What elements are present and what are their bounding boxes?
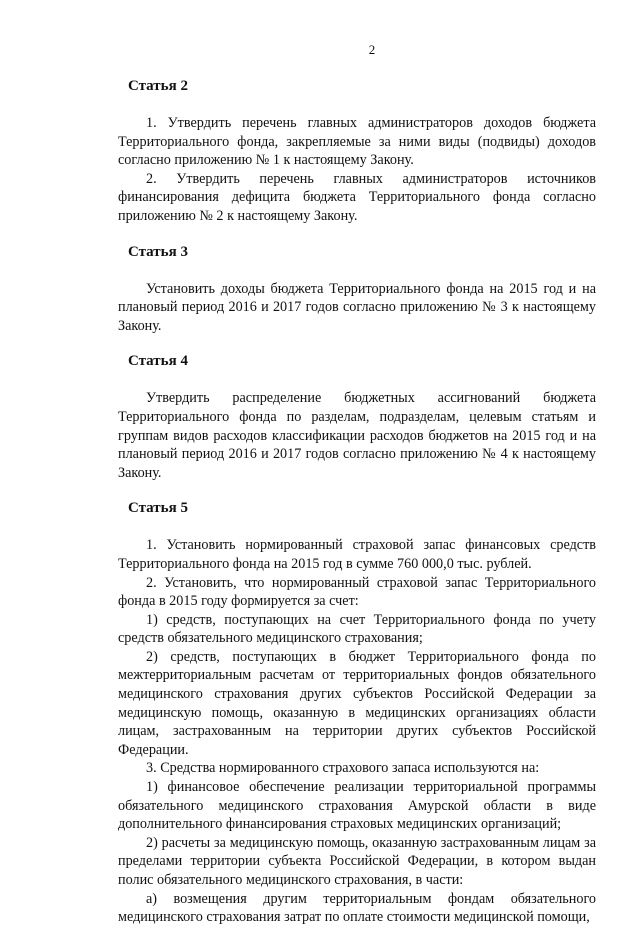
- paragraph: 1. Установить нормированный страховой запас финансовых средств Территориального фонда на 2015 год в сумме 760 000,0 тыс. рублей.: [118, 537, 596, 572]
- paragraph: 2. Утвердить перечень главных администраторов источников финансирования дефицита бюджета Территориального фонда согласно приложению № 2 к настоящему Закону.: [118, 170, 596, 224]
- article-2: [118, 78, 596, 226]
- article-body: [118, 389, 596, 482]
- paragraph: 1) финансовое обеспечение реализации территориальной программы обязательного медицинского страхования Амурской области в виде дополнительного финансирования страховых медицинских организаций;: [118, 779, 596, 833]
- article-3: [118, 244, 596, 336]
- paragraph: 1. Утвердить перечень главных администраторов доходов бюджета Территориального фонда, закрепляемые за ними виды (подвиды) доходов согласно приложению № 1 к настоящему Закону.: [118, 115, 596, 169]
- paragraph: 2. Установить, что нормированный страховой запас Территориального фонда в 2015 году формируется за счет:: [118, 574, 596, 610]
- article-body: [118, 536, 596, 926]
- article-heading: Статья 4: [128, 353, 188, 370]
- article-4: [118, 353, 596, 482]
- article-heading: Статья 5: [128, 500, 188, 517]
- paragraph: 3. Средства нормированного страхового запаса используются на:: [146, 760, 540, 777]
- page-number: 2: [368, 42, 376, 57]
- article-body: [118, 114, 596, 226]
- paragraph: 2) средств, поступающих в бюджет Территориального фонда по межтерриториальным расчетам от территориальных фондов обязательного медицинского страхования других субъектов Российской Федерации за медицинскую помощь, оказанную в медицинских организациях области лицам, застрахованным на территории других субъектов Российской Федерации.: [118, 648, 596, 758]
- paragraph: 1) средств, поступающих на счет Территориального фонда по учету средств обязательного медицинского страхования;: [118, 611, 596, 647]
- article-heading: Статья 3: [128, 243, 188, 260]
- paragraph: а) возмещения другим территориальным фондам обязательного медицинского страхования затрат по оплате стоимости медицинской помощи,: [118, 890, 596, 926]
- article-body: [118, 280, 596, 336]
- paragraph: 2) расчеты за медицинскую помощь, оказанную застрахованным лицам за пределами территории субъекта Российской Федерации, в котором выдан полис обязательного медицинского страхования, в части:: [118, 834, 596, 888]
- article-heading: Статья 2: [128, 78, 188, 94]
- paragraph: Утвердить распределение бюджетных ассигнований бюджета Территориального фонда по разделам, подразделам, целевым статьям и группам видов расходов классификации расходов бюджетов на 2015 год и на плановый период 2016 и 2017 годов согласно приложению № 4 к настоящему Закону.: [118, 390, 596, 481]
- article-5: [118, 500, 596, 926]
- paragraph: Установить доходы бюджета Территориального фонда на 2015 год и на плановый период 2016 и 2017 годов согласно приложению № 3 к настоящему Закону.: [118, 280, 596, 334]
